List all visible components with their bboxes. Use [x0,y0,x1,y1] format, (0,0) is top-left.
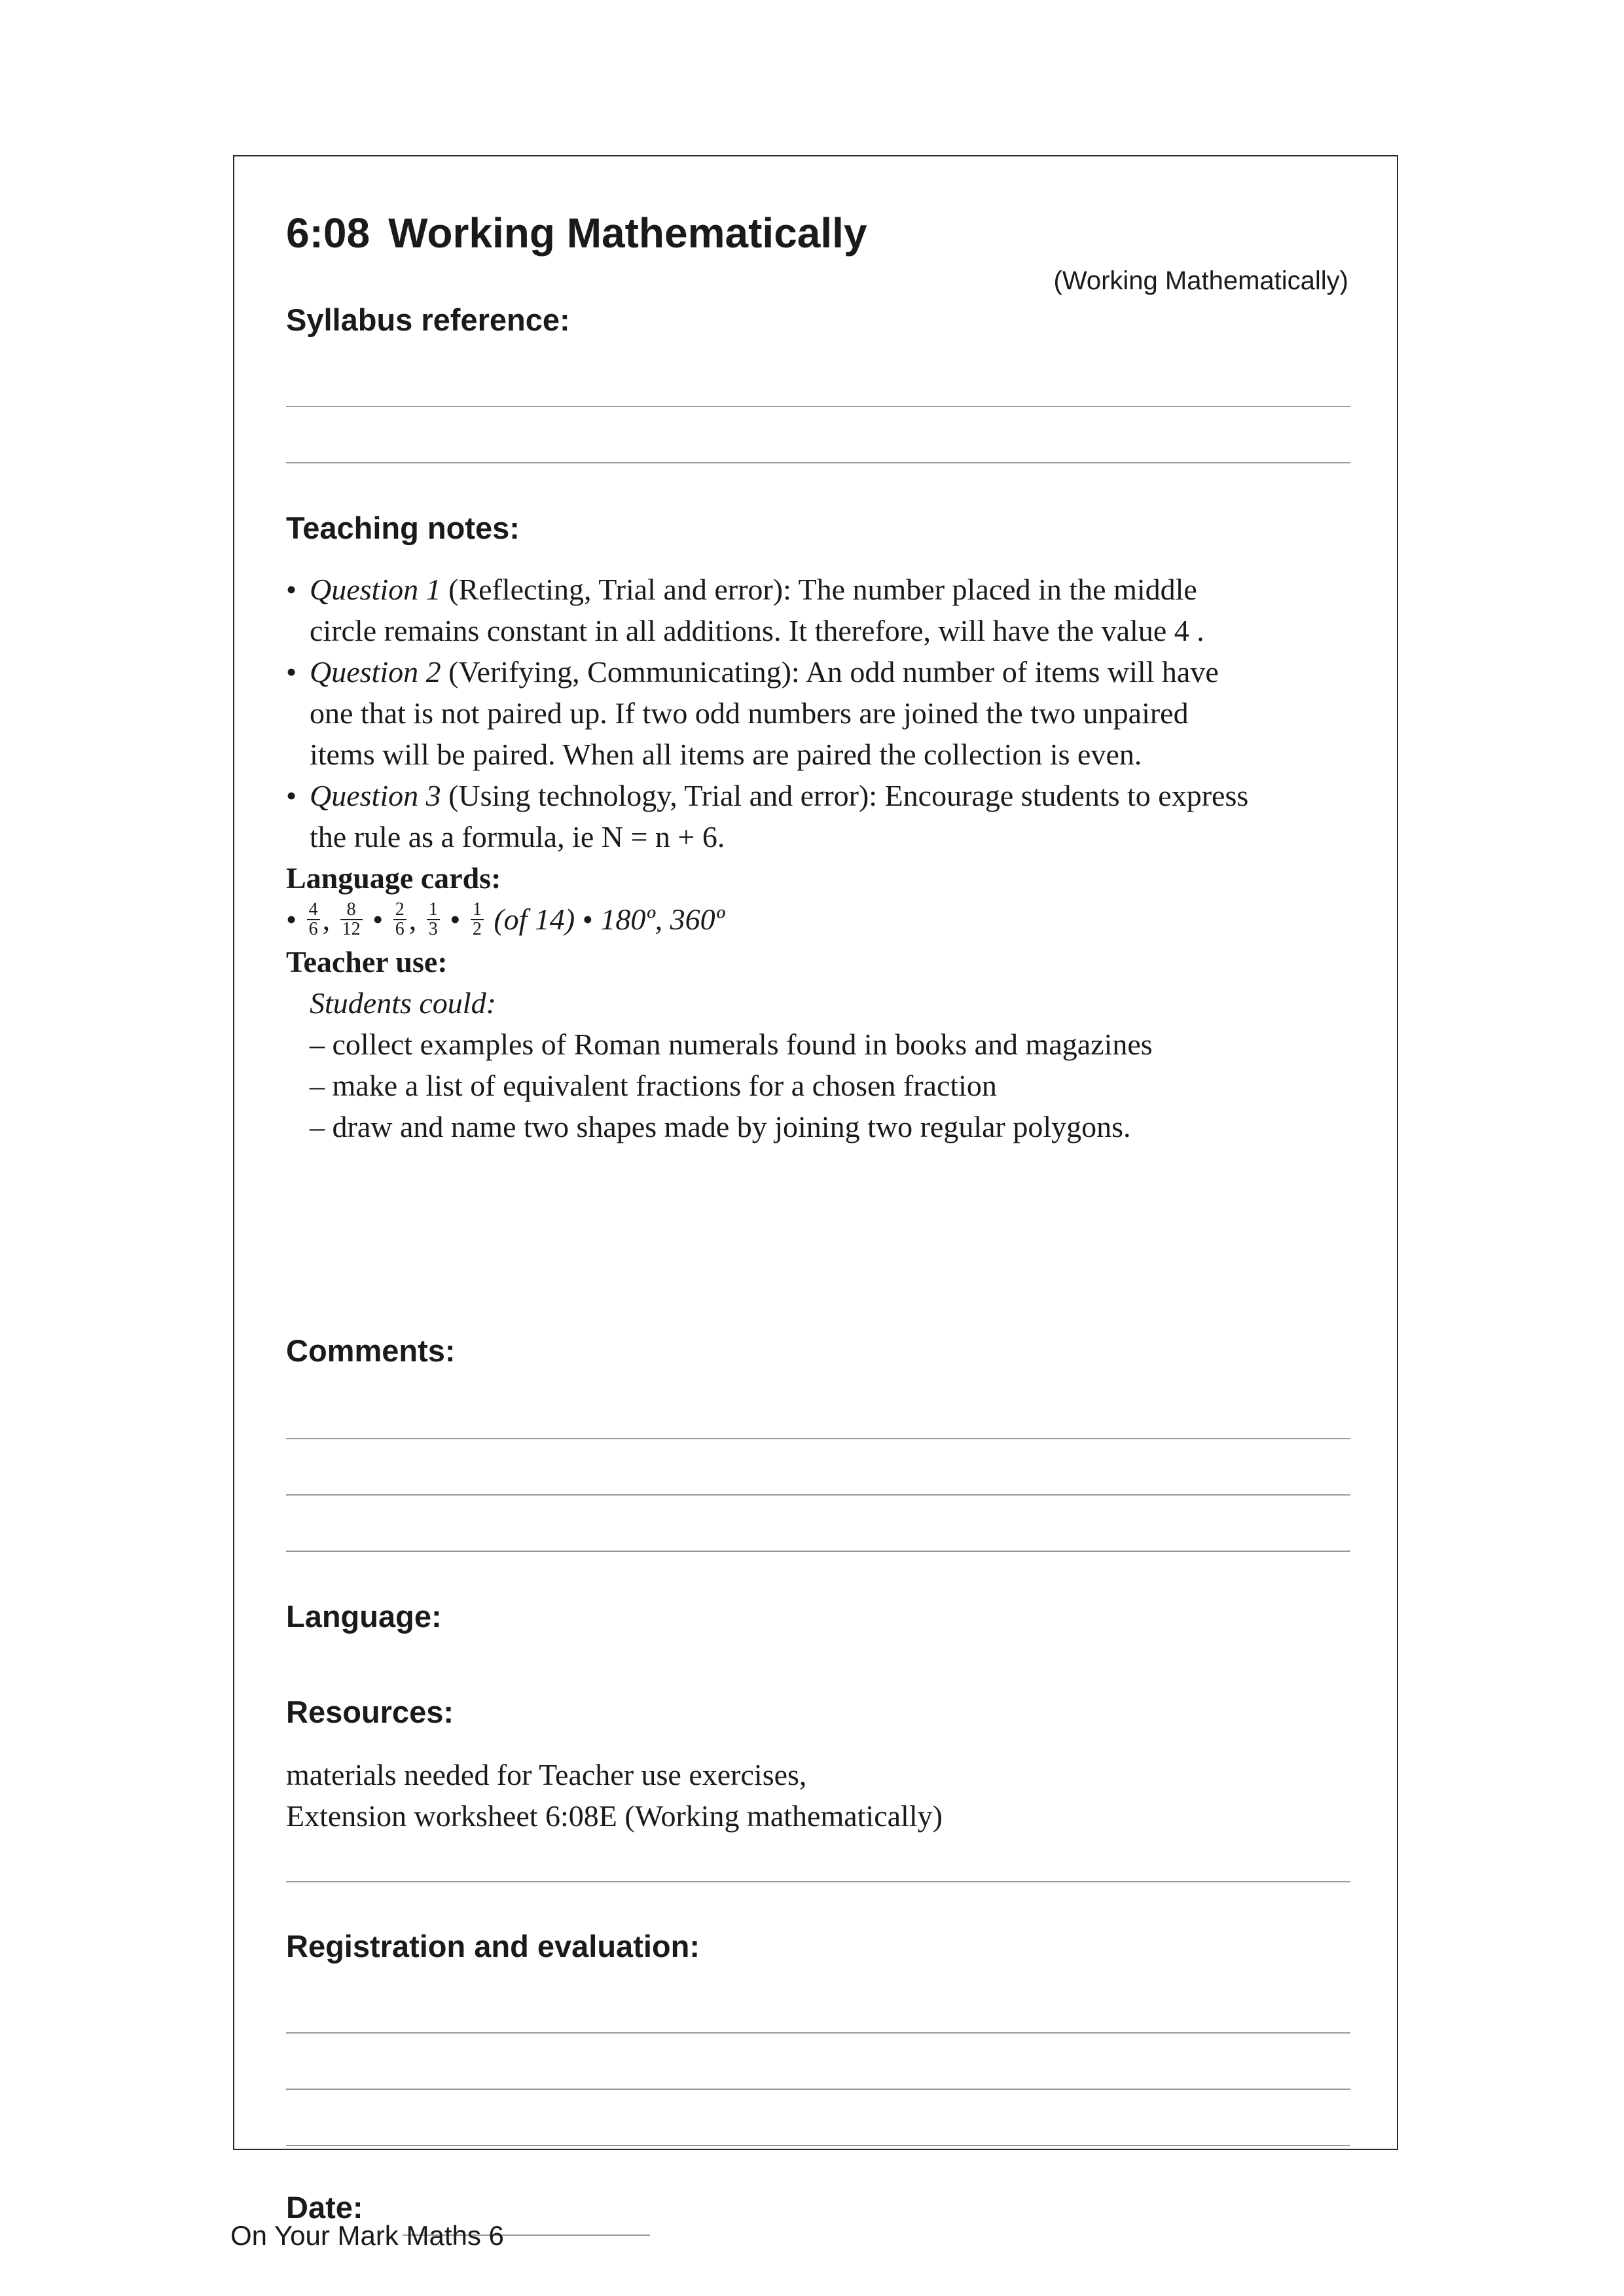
resources-body [286,1754,943,1837]
resources-line-rule [286,1881,1350,1882]
registration-heading: Registration and evaluation: [286,1929,700,1964]
registration-line-1 [286,2032,1350,2034]
fraction-8-12: $\frac{8}{12}$ [340,901,363,939]
note-text: (Using technology, Trial and error): Encourage students to express [441,779,1249,812]
teacher-use-intro: Students could: [310,986,496,1020]
section-title: Working Mathematically [388,209,867,257]
strand-label: (Working Mathematically) [1053,266,1348,295]
footer-book-title: On Your Mark Maths 6 [230,2220,504,2251]
note-text: items will be paired. When all items are paired the collection is even. [310,738,1142,771]
question-label: Question 1 [310,573,441,606]
worksheet-frame [233,155,1398,2225]
comments-line-3 [286,1551,1350,1552]
comments-line-2 [286,1494,1350,1496]
teacher-use-item: – collect examples of Roman numerals found in books and magazines [310,1028,1153,1062]
language-heading: Language: [286,1599,442,1634]
question-label: Question 3 [310,779,441,812]
note-item-question-2: • Question 2 (Verifying, Communicating): An odd number of items will have one that is not paired up. If two odd numbers are joined the two unpaired items will be paired. When all items are paired the collection is even. [286,651,1360,775]
note-item-question-3: • Question 3 (Using technology, Trial and error): Encourage students to express the rule as a formula, ie N = n + 6. [286,775,1360,857]
teacher-use-heading: Teacher use: [286,945,448,979]
language-cards-heading: Language cards: [286,861,501,895]
fraction-1-2: $\frac{1}{2}$ [471,901,484,939]
registration-line-3 [286,2145,1350,2146]
teacher-use-item: – draw and name two shapes made by joining two regular polygons. [310,1110,1131,1144]
note-text: (Reflecting, Trial and error): The number placed in the middle [441,573,1197,606]
note-text: one that is not paired up. If two odd numbers are joined the two unpaired [310,696,1189,730]
syllabus-heading: Syllabus reference: [286,302,570,337]
resources-line: materials needed for Teacher use exercises, [286,1758,807,1791]
note-item-question-1: • Question 1 (Reflecting, Trial and error): The number placed in the middle circle remains constant in all additions. It therefore, will have the value 4 . [286,569,1360,651]
resources-heading: Resources: [286,1695,454,1729]
note-text: the rule as a formula, ie N = n + 6. [310,820,725,853]
comments-line-1 [286,1438,1350,1439]
fraction-1-3: $\frac{1}{3}$ [427,901,440,939]
question-label: Question 2 [310,655,441,689]
syllabus-line-1 [286,406,1350,407]
note-text: (Verifying, Communicating): An odd number of items will have [441,655,1219,689]
fraction-2-6: $\frac{2}{6}$ [393,901,406,939]
date-heading: Date: [286,2190,363,2225]
language-cards-list: • $\frac{4}{6}$ , $\frac{8}{12}$ • $\frac{2}{6}$ , $\frac{1}{3}$ • $\frac{1}{2}$ (of 14) • 180º, 360º [286,899,725,940]
angles-text: 180º, 360º [600,903,725,936]
section-number: 6:08 [286,209,370,257]
resources-line: Extension worksheet 6:08E (Working mathematically) [286,1799,943,1833]
note-text: circle remains constant in all additions. It therefore, will have the value 4 . [310,614,1204,647]
teaching-notes-heading: Teaching notes: [286,511,520,545]
comments-heading: Comments: [286,1333,456,1368]
registration-line-2 [286,2089,1350,2090]
of-text: (of 14) [494,903,575,936]
syllabus-line-2 [286,462,1350,463]
page-title [286,209,867,257]
teacher-use-item: – make a list of equivalent fractions for a chosen fraction [310,1069,997,1103]
fraction-4-6: $\frac{4}{6}$ [307,901,320,939]
teaching-notes-body [286,569,1360,1147]
